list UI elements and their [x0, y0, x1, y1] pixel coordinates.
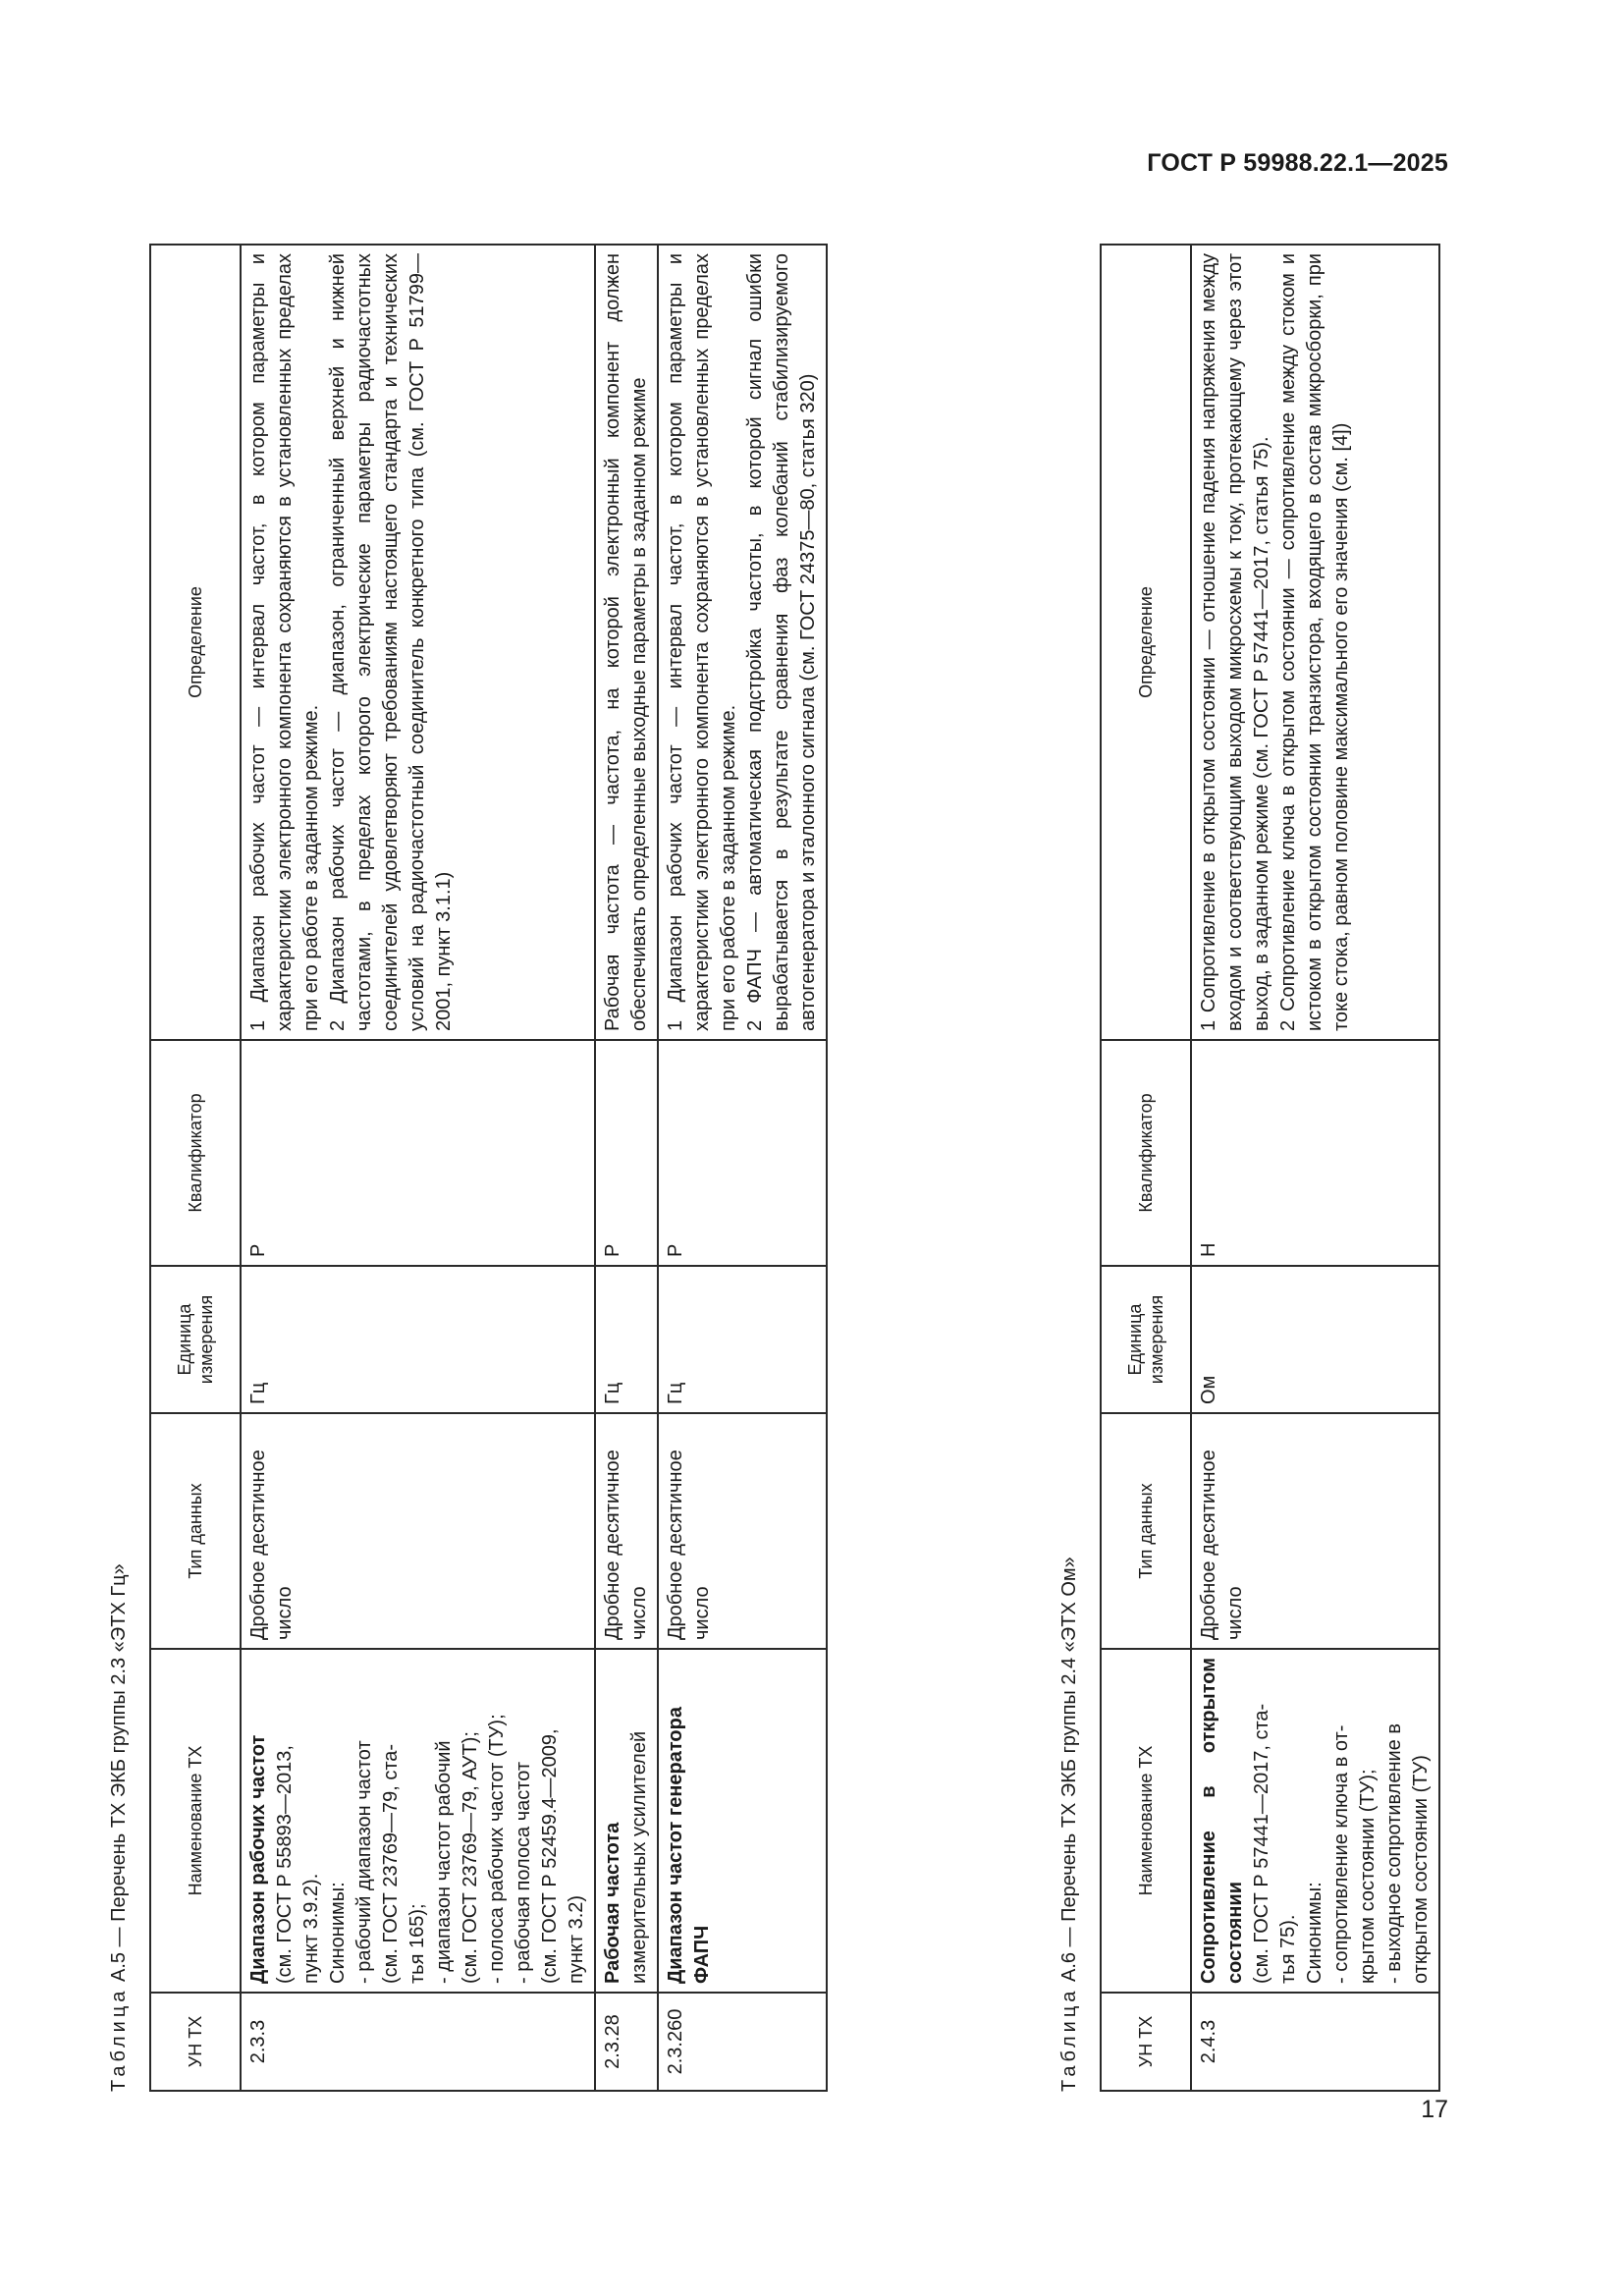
- cell-type: Дробное десятичное число: [595, 1413, 658, 1649]
- cell-qualifier: Р: [658, 1040, 827, 1266]
- term-line: (см. ГОСТ Р 57441—2017, ста-: [1251, 1703, 1272, 1984]
- caption-text: А.5 — Перечень ТХ ЭКБ группы 2.3 «ЭТХ Гц»: [108, 1563, 130, 1983]
- cell-definition: [595, 245, 658, 1040]
- definition-paragraph: 2 Диапазон рабочих частот — диапазон, ограниченный верхней и нижней частотами, в пределах которого электрические параметры радиочастотных соединителей удовлетворяют требованиям настоящего стандарта и технических условий на радиочастотный соединитель конкретного типа (см. ГОСТ Р 51799—2001, пункт 3.1.1): [327, 253, 455, 1031]
- term-line: - рабочая полоса частот: [513, 1761, 534, 1984]
- document-code: ГОСТ Р 59988.22.1—2025: [1147, 149, 1448, 177]
- term-line: (см. ГОСТ Р 55893—2013,: [274, 1745, 296, 1984]
- cell-definition: [1191, 245, 1439, 1040]
- header-unit: Единица измерения: [1101, 1266, 1191, 1413]
- cell-unit: Гц: [595, 1266, 658, 1413]
- header-qualifier: Квалификатор: [1101, 1040, 1191, 1266]
- table-row: [241, 245, 595, 2091]
- term-title: Диапазон рабочих частот: [247, 1734, 269, 1984]
- term-line: пункт 3.2): [566, 1894, 587, 1984]
- header-type: Тип данных: [150, 1413, 241, 1649]
- term-title: Сопротивление в открытом состоянии: [1198, 1658, 1246, 1984]
- caption-word: Таблица: [108, 1987, 130, 2092]
- definition-paragraph: Рабочая частота — частота, на которой электронный компонент должен обеспечивать определенные выходные параметры в заданном режиме: [602, 253, 650, 1031]
- cell-qualifier: Р: [595, 1040, 658, 1266]
- cell-definition: [658, 245, 827, 1040]
- table-a6: [1100, 244, 1440, 2092]
- definition-paragraph: 2 ФАПЧ — автоматическая подстройка частоты, в которой сигнал ошибки вырабатывается в результате сравнения фаз колебаний стабилизируемого автогенератора и эталонного сигнала (см. ГОСТ 24375—80, статья 320): [744, 253, 819, 1031]
- cell-name: [1191, 1649, 1439, 1993]
- cell-unit: Гц: [658, 1266, 827, 1413]
- header-definition: Определение: [150, 245, 241, 1040]
- term-line: - полоса рабочих частот (ТУ);: [486, 1714, 508, 1984]
- page-number: 17: [1421, 2096, 1448, 2123]
- cell-un: 2.4.3: [1191, 1993, 1439, 2091]
- term-line: - рабочий диапазон частот: [353, 1740, 375, 1984]
- term-line: Синонимы:: [1304, 1882, 1325, 1984]
- cell-qualifier: Н: [1191, 1040, 1439, 1266]
- definition-paragraph: 2 Сопротивление ключа в открытом состоянии — сопротивление между стоком и истоком в открытом состоянии транзистора, входящего в состав микросборки, при токе стока, равном половине максимального его значения (см. [4]): [1277, 253, 1352, 1031]
- header-un: УН ТХ: [1101, 1993, 1191, 2091]
- cell-qualifier: Р: [241, 1040, 595, 1266]
- cell-type: Дробное десятичное число: [658, 1413, 827, 1649]
- cell-unit: Гц: [241, 1266, 595, 1413]
- cell-name: [658, 1649, 827, 1993]
- cell-name: [241, 1649, 595, 1993]
- header-un: УН ТХ: [150, 1993, 241, 2091]
- term-line: - сопротивление ключа в от-: [1330, 1724, 1352, 1984]
- table-a5: [149, 244, 828, 2092]
- caption-word: Таблица: [1058, 1987, 1080, 2092]
- caption-text: А.6 — Перечень ТХ ЭКБ группы 2.4 «ЭТХ Ом»: [1058, 1557, 1080, 1983]
- cell-definition: [241, 245, 595, 1040]
- term-line: тья 75).: [1277, 1914, 1299, 1984]
- cell-type: Дробное десятичное число: [241, 1413, 595, 1649]
- table-a6-caption: [1058, 1557, 1081, 2092]
- header-unit: Единица измерения: [150, 1266, 241, 1413]
- definition-paragraph: 1 Диапазон рабочих частот — интервал частот, в котором параметры и характеристики электронного компонента сохраняются в установленных пределах при его работе в заданном режиме.: [247, 253, 322, 1031]
- term-line: Синонимы:: [327, 1882, 349, 1984]
- term-title: Диапазон частот генератора ФАПЧ: [665, 1707, 713, 1984]
- header-definition: Определение: [1101, 245, 1191, 1040]
- cell-type: Дробное десятичное число: [1191, 1413, 1439, 1649]
- term-line: открытом состоянии (ТУ): [1410, 1755, 1432, 1984]
- term-line: (см. ГОСТ 23769—79, АУТ);: [460, 1731, 481, 1984]
- definition-paragraph: 1 Сопротивление в открытом состоянии — отношение падения напряжения между входом и соответствующим выходом микросхемы к току, протекающему через этот выход, в заданном режиме (см. ГОСТ Р 57441—2017, статья 75).: [1198, 253, 1272, 1031]
- table-row: [1191, 245, 1439, 2091]
- term-line: пункт 3.9.2).: [300, 1873, 322, 1984]
- header-qualifier: Квалификатор: [150, 1040, 241, 1266]
- term-line: (см. ГОСТ Р 52459.4—2009,: [539, 1728, 561, 1984]
- term-line: - диапазон частот рабочий: [433, 1740, 455, 1984]
- term-line: тья 165);: [406, 1903, 428, 1984]
- term-line: крытом состоянии (ТУ);: [1357, 1769, 1379, 1984]
- cell-unit: Ом: [1191, 1266, 1439, 1413]
- table-header-row: [150, 245, 241, 2091]
- cell-name: [595, 1649, 658, 1993]
- cell-un: 2.3.28: [595, 1993, 658, 2091]
- table-row: [595, 245, 658, 2091]
- rotated-page-content: [108, 226, 1443, 2092]
- term-line: измерительных усилителей: [628, 1730, 650, 1984]
- definition-paragraph: 1 Диапазон рабочих частот — интервал частот, в котором параметры и характеристики электронного компонента сохраняются в установленных пределах при его работе в заданном режиме.: [665, 253, 739, 1031]
- header-name: Наименование ТХ: [150, 1649, 241, 1993]
- table-header-row: [1101, 245, 1191, 2091]
- table-row: [658, 245, 827, 2091]
- term-line: (см. ГОСТ 23769—79, ста-: [380, 1743, 402, 1984]
- cell-un: 2.3.3: [241, 1993, 595, 2091]
- cell-un: 2.3.260: [658, 1993, 827, 2091]
- table-a5-caption: [108, 1563, 131, 2092]
- term-line: - выходное сопротивление в: [1383, 1723, 1405, 1984]
- header-type: Тип данных: [1101, 1413, 1191, 1649]
- header-name: Наименование ТХ: [1101, 1649, 1191, 1993]
- term-title: Рабочая частота: [602, 1822, 623, 1984]
